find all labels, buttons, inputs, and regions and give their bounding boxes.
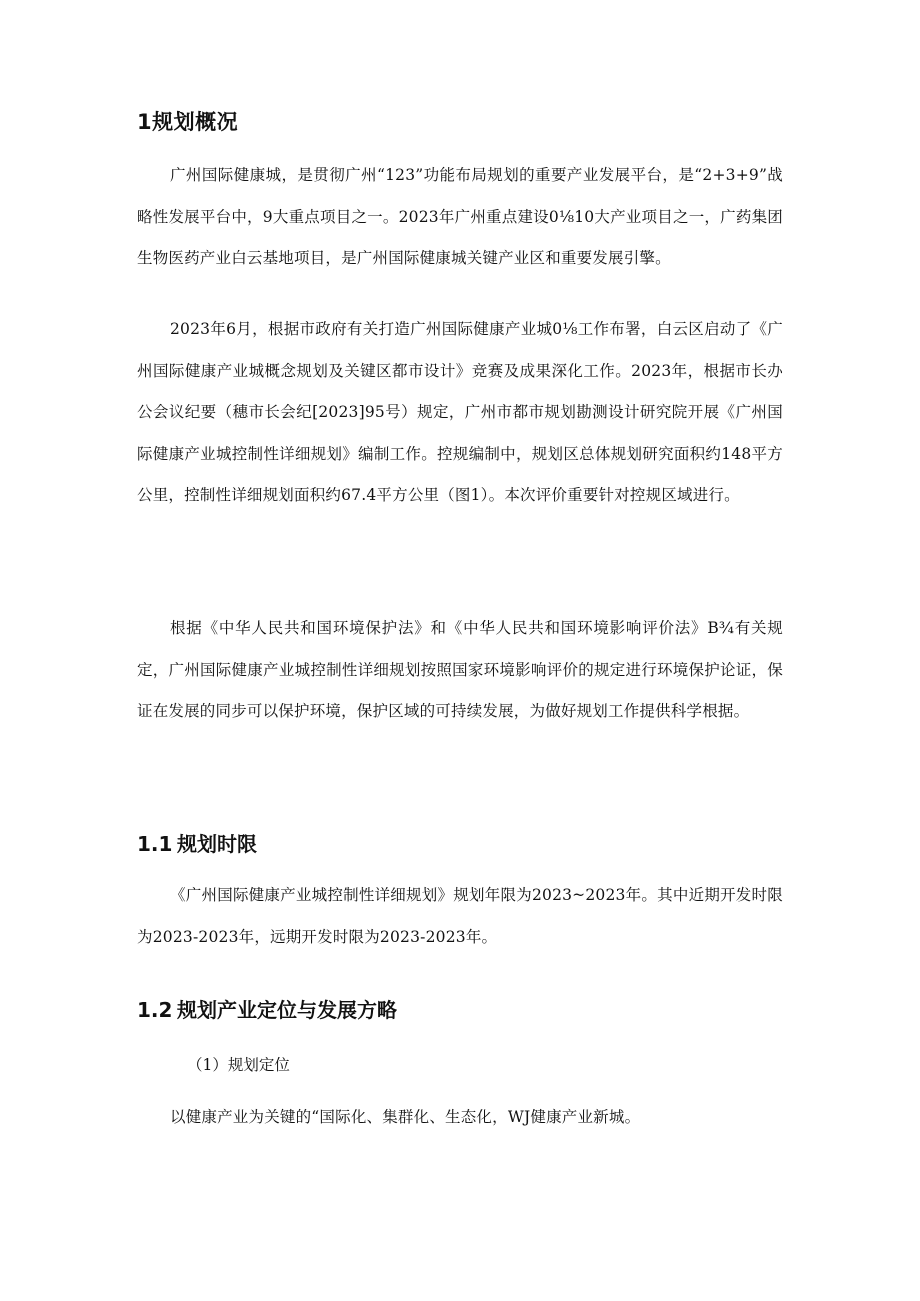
section-heading-1: 1规划概况 (137, 110, 239, 134)
section-number: 1.1 (137, 832, 173, 856)
paragraph-planning-period: 《广州国际健康产业城控制性详细规划》规划年限为2023~2023年。其中近期开发时限为2023-2023年，远期开发时限为2023-2023年。 (137, 886, 783, 946)
section-title: 规划时限 (177, 832, 257, 856)
section-heading-1-2 (0, 996, 920, 1024)
paragraph-positioning: 以健康产业为关键的“国际化、集群化、生态化，WJ健康产业新城。 (170, 1108, 641, 1126)
subheading-positioning: （1）规划定位 (187, 1056, 290, 1074)
section-title: 规划产业定位与发展方略 (177, 998, 397, 1022)
paragraph-background: 2023年6月，根据市政府有关打造广州国际健康产业城0⅛工作布署，白云区启动了《广州国际健康产业城概念规划及关键区都市设计》竞赛及成果深化工作。2023年，根据市长办公会议纪要（穗市长会纪[2023]95号）规定，广州市都市规划勘测设计研究院开展《广州国际健康产业城控制性详细规划》编制工作。控规编制中，规划区总体规划研究面积约148平方公里，控制性详细规划面积约67.4平方公里（图1）。本次评价重要针对控规区域进行。 (137, 320, 783, 504)
section-heading-1-1 (0, 830, 920, 858)
paragraph-intro: 广州国际健康城，是贯彻广州“123”功能布局规划的重要产业发展平台，是“2+3+9”战略性发展平台中，9大重点项目之一。2023年广州重点建设0⅛10大产业项目之一，广药集团生物医药产业白云基地项目，是广州国际健康城关键产业区和重要发展引擎。 (137, 166, 783, 267)
section-number: 1.2 (137, 998, 173, 1022)
paragraph-legal-basis: 根据《中华人民共和国环境保护法》和《中华人民共和国环境影响评价法》B¾有关规定，广州国际健康产业城控制性详细规划按照国家环境影响评价的规定进行环境保护论证，保证在发展的同步可以保护环境，保护区域的可持续发展，为做好规划工作提供科学根据。 (137, 619, 783, 720)
